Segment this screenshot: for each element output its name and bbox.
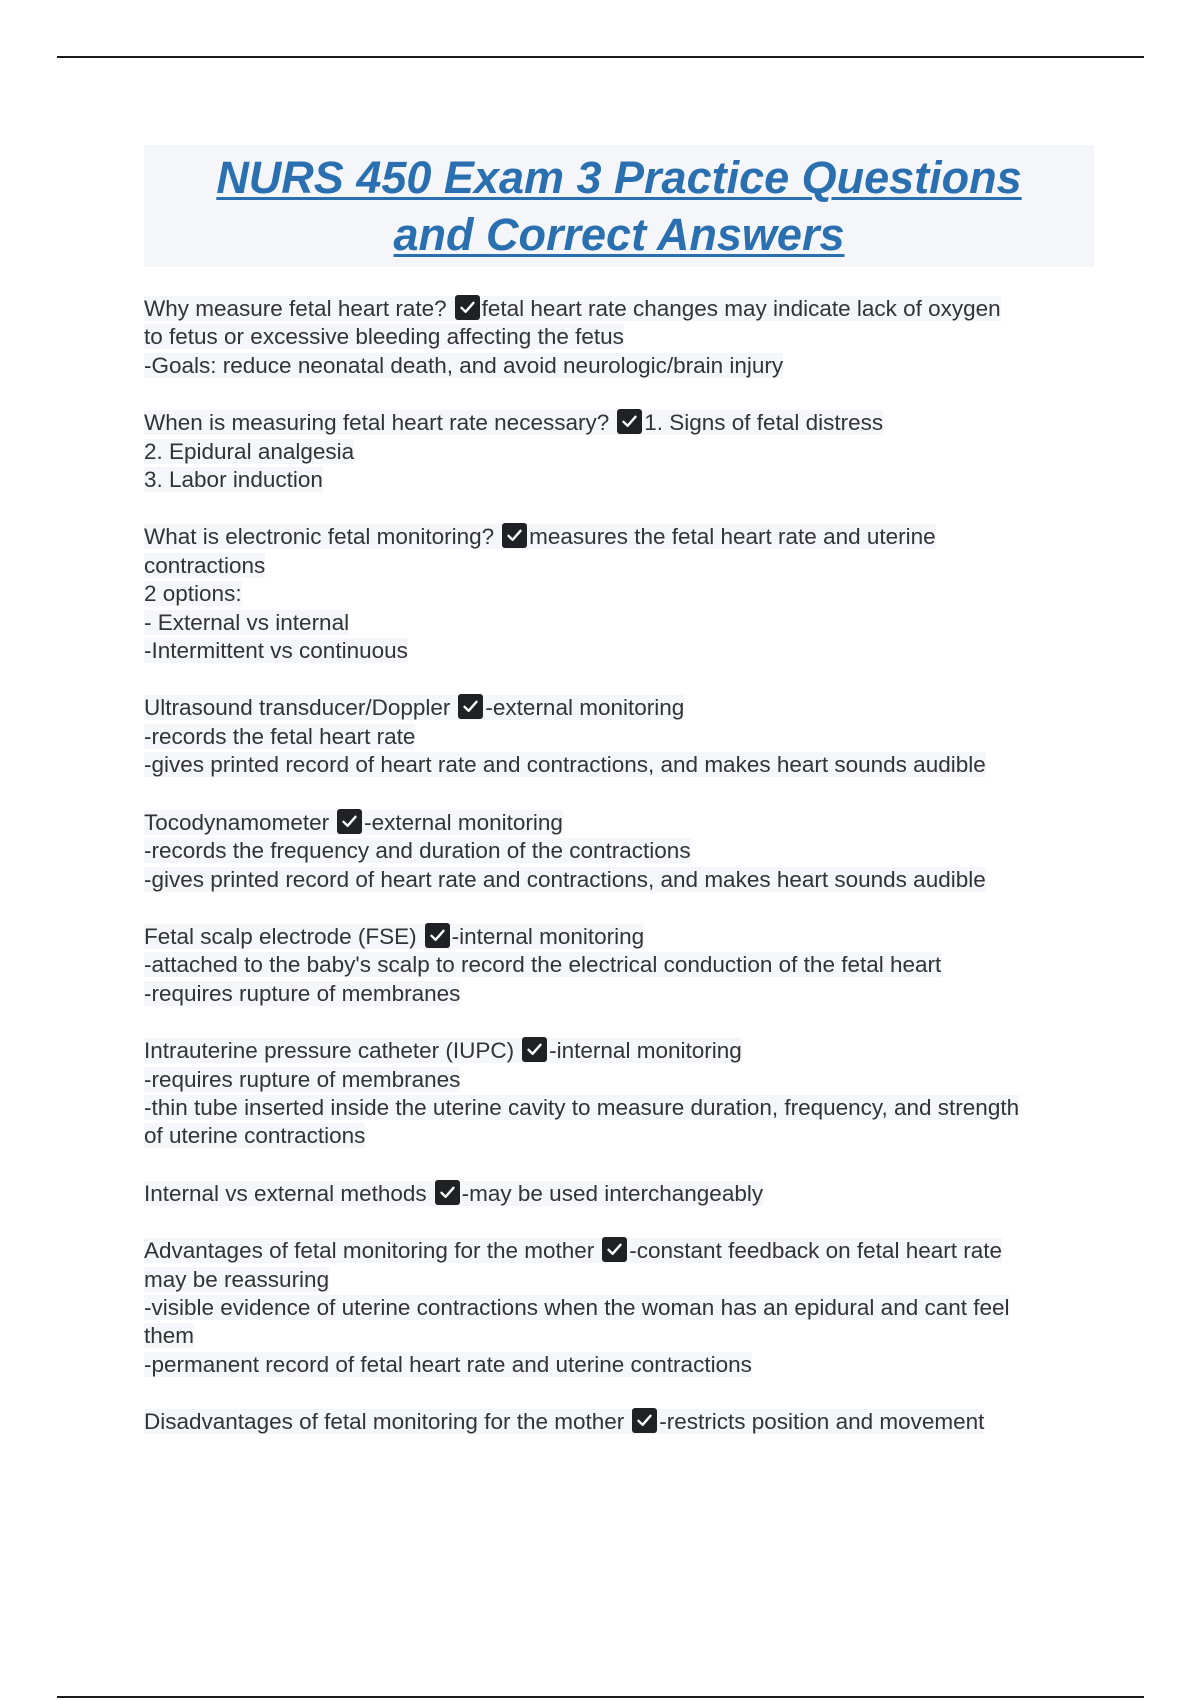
title-line-1: NURS 450 Exam 3 Practice Questions: [216, 152, 1022, 203]
answer-line-text: -requires rupture of membranes: [144, 980, 461, 1006]
question-text: Disadvantages of fetal monitoring for the mother: [144, 1409, 625, 1435]
qa-first-line: [144, 809, 1094, 837]
qa-highlight: [144, 410, 883, 435]
answer-line-text: -thin tube inserted inside the uterine cavity to measure duration, frequency, and strength: [144, 1094, 1020, 1120]
answer-text: -restricts position and movement: [659, 1409, 985, 1435]
qa-first-line: [144, 923, 1094, 951]
answer-line: [144, 438, 1094, 466]
question-text: When is measuring fetal heart rate necessary?: [144, 410, 610, 436]
check-box-icon: [337, 809, 362, 834]
answer-line-text: of uterine contractions: [144, 1123, 366, 1149]
qa-highlight: [144, 695, 684, 720]
answer-line-text: -gives printed record of heart rate and contractions, and makes heart sounds audible: [144, 752, 986, 778]
answer-text: 1. Signs of fetal distress: [644, 410, 884, 436]
answer-line-text: -Goals: reduce neonatal death, and avoid neurologic/brain injury: [144, 352, 784, 378]
answer-text: -internal monitoring: [451, 923, 645, 949]
answer-line: [144, 609, 1094, 637]
title-line-2: and Correct Answers: [393, 209, 845, 260]
answer-line: [144, 1066, 1094, 1094]
answer-line-text: -Intermittent vs continuous: [144, 638, 408, 664]
answer-line-text: 3. Labor induction: [144, 467, 323, 493]
qa-highlight: [144, 1238, 1002, 1263]
question-text: What is electronic fetal monitoring?: [144, 524, 495, 550]
answer-text: fetal heart rate changes may indicate lack of oxygen: [481, 296, 1001, 321]
check-box-icon: [458, 694, 483, 719]
answer-line: [144, 580, 1094, 608]
answer-line: [144, 980, 1094, 1008]
qa-highlight: [144, 924, 644, 949]
check-box-icon: [632, 1408, 657, 1433]
bottom-rule: [57, 1696, 1144, 1698]
answer-line-text: to fetus or excessive bleeding affecting the fetus: [144, 324, 624, 350]
answer-text: -internal monitoring: [549, 1038, 742, 1064]
check-box-icon: [602, 1237, 627, 1262]
qa-list: [144, 295, 1094, 1437]
answer-line-text: them: [144, 1323, 195, 1349]
answer-line-text: -attached to the baby's scalp to record the electrical conduction of the fetal heart: [144, 952, 942, 978]
qa-item: [144, 1237, 1094, 1379]
answer-line: [144, 1122, 1094, 1150]
qa-highlight: [144, 1181, 763, 1206]
top-rule: [57, 56, 1144, 58]
answer-line-text: -visible evidence of uterine contractions when the woman has an epidural and cant feel: [144, 1294, 1010, 1320]
answer-line-text: -gives printed record of heart rate and contractions, and makes heart sounds audible: [144, 866, 986, 892]
qa-item: [144, 295, 1094, 380]
document-body: [144, 145, 1094, 1466]
title-box: [144, 145, 1094, 267]
check-box-icon: [502, 523, 527, 548]
qa-item: [144, 694, 1094, 779]
qa-first-line: [144, 1180, 1094, 1208]
answer-text: -external monitoring: [364, 809, 563, 835]
answer-line-text: may be reassuring: [144, 1266, 330, 1292]
check-box-icon: [425, 923, 450, 948]
answer-line: [144, 723, 1094, 751]
qa-first-line: [144, 1037, 1094, 1065]
answer-line-text: -requires rupture of membranes: [144, 1066, 461, 1092]
question-text: Internal vs external methods: [144, 1180, 427, 1206]
answer-line: [144, 552, 1094, 580]
question-text: Ultrasound transducer/Doppler: [144, 695, 451, 721]
check-box-icon: [522, 1037, 547, 1062]
answer-line-text: 2 options:: [144, 581, 242, 607]
answer-text: measures the fetal heart rate and uterine: [529, 524, 936, 550]
qa-item: [144, 809, 1094, 894]
answer-line: [144, 866, 1094, 894]
qa-first-line: [144, 523, 1094, 551]
answer-line: [144, 751, 1094, 779]
qa-item: [144, 1408, 1094, 1436]
qa-highlight: [144, 1409, 984, 1434]
answer-text: -constant feedback on fetal heart rate: [629, 1238, 1002, 1264]
answer-line: [144, 1351, 1094, 1379]
question-text: Intrauterine pressure catheter (IUPC): [144, 1038, 515, 1064]
answer-line-text: - External vs internal: [144, 609, 350, 635]
qa-first-line: [144, 1237, 1094, 1265]
qa-item: [144, 409, 1094, 494]
answer-line: [144, 323, 1094, 351]
answer-line-text: contractions: [144, 552, 266, 578]
qa-highlight: [144, 810, 563, 835]
answer-line: [144, 951, 1094, 979]
check-box-icon: [617, 409, 642, 434]
qa-item: [144, 1037, 1094, 1151]
answer-line-text: -permanent record of fetal heart rate and uterine contractions: [144, 1351, 752, 1377]
qa-item: [144, 1180, 1094, 1208]
answer-line: [144, 1322, 1094, 1350]
qa-item: [144, 523, 1094, 665]
qa-first-line: [144, 409, 1094, 437]
answer-text: -external monitoring: [485, 695, 685, 721]
answer-line-text: 2. Epidural analgesia: [144, 438, 355, 464]
check-box-icon: [435, 1180, 460, 1205]
answer-line: [144, 352, 1094, 380]
answer-text: -may be used interchangeably: [461, 1180, 764, 1206]
qa-item: [144, 923, 1094, 1008]
check-box-icon: [455, 295, 480, 320]
question-text: Fetal scalp electrode (FSE): [144, 923, 417, 949]
qa-highlight: [144, 1038, 742, 1063]
answer-line: [144, 466, 1094, 494]
answer-line: [144, 837, 1094, 865]
qa-first-line: [144, 295, 1094, 323]
qa-first-line: [144, 694, 1094, 722]
answer-line: [144, 1266, 1094, 1294]
question-text: Advantages of fetal monitoring for the mother: [144, 1238, 595, 1264]
answer-line: [144, 1094, 1094, 1122]
answer-line-text: -records the frequency and duration of the contractions: [144, 838, 691, 864]
answer-line: [144, 1294, 1094, 1322]
qa-first-line: [144, 1408, 1094, 1436]
answer-line-text: -records the fetal heart rate: [144, 723, 416, 749]
question-text: Why measure fetal heart rate?: [144, 296, 447, 321]
qa-highlight: [144, 296, 1001, 321]
document-title: [144, 149, 1094, 263]
qa-highlight: [144, 524, 936, 549]
answer-line: [144, 637, 1094, 665]
question-text: Tocodynamometer: [144, 809, 330, 835]
